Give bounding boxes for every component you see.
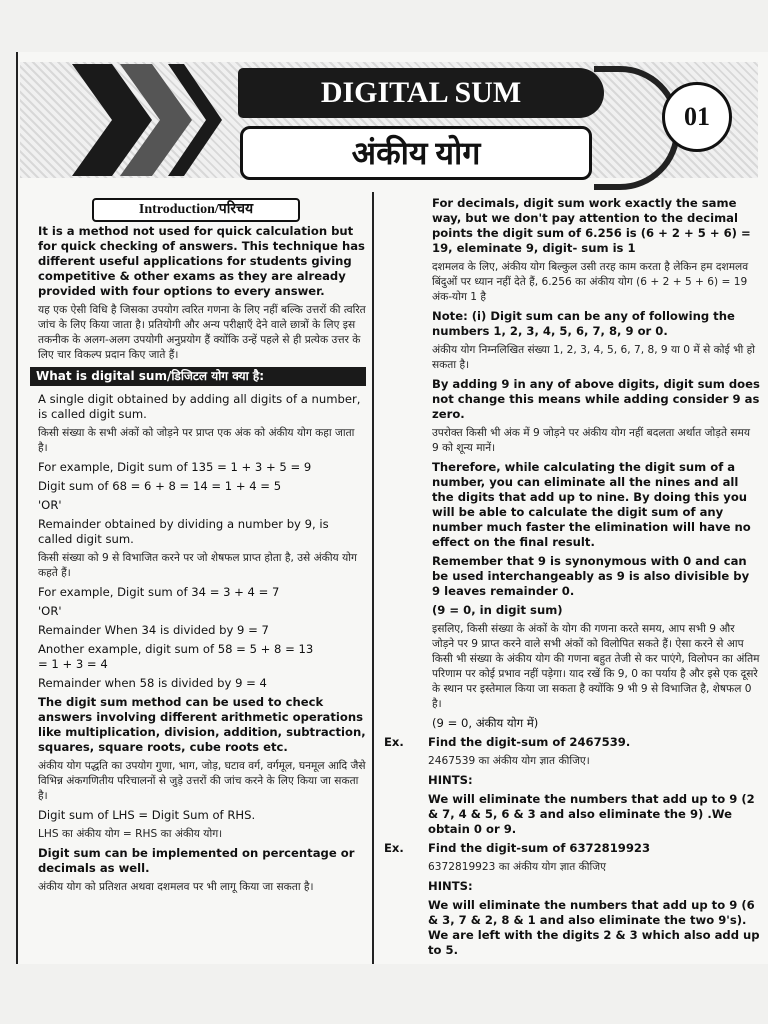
example-line: Remainder when 58 is divided by 9 = 4 — [38, 676, 267, 690]
example-question: Find the digit-sum of 6372819923 — [428, 841, 651, 855]
percentage-note-hindi: अंकीय योग को प्रतिशत अथवा दशमलव पर भी लागू किया जा सकता है। — [38, 881, 314, 893]
lhs-rhs-rule-hindi: LHS का अंकीय योग = RHS का अंकीय योग। — [38, 828, 223, 840]
left-column — [38, 224, 366, 899]
hint-text: We will eliminate the numbers that add up to 9 (2 & 7, 4 & 5, 6 & 3 and also eliminate the 9) .We obtain 0 or 9. — [428, 792, 755, 836]
example-2 — [384, 841, 760, 958]
chapter-subtitle: अंकीय योग — [240, 126, 592, 180]
therefore-paragraph: Therefore, while calculating the digit sum of a number, you can eliminate all the nines and all the digits that add up to nine. By doing this you will be able to calculate the digit sum of any number much faster the elimination will have no effect on the final result. — [432, 460, 751, 549]
example-line: = 1 + 3 = 4 — [38, 657, 108, 671]
lhs-rhs-rule: Digit sum of LHS = Digit Sum of RHS. — [38, 808, 256, 822]
intro-paragraph-hindi: यह एक ऐसी विधि है जिसका उपयोग त्वरित गणना के लिए नहीं बल्कि उत्तरों की त्वरित जांच के लिए किया जाता है। प्रतियोगी और अन्य परीक्षाएँ देने वाले छात्रों के लिए इस तकनीक के अलग-अलग उपयोगी अनुप्रयोग हैं क्योंकि उन्हें पहले से ही प्रत्येक उत्तर के लिए चार विकल्प प्रदान किए जाते हैं। — [38, 304, 366, 361]
or-label: 'OR' — [38, 498, 62, 512]
example-line: For example, Digit sum of 135 = 1 + 3 + 5 = 9 — [38, 460, 312, 474]
chapter-number-badge: 01 — [662, 82, 732, 152]
percentage-note: Digit sum can be implemented on percentage or decimals as well. — [38, 846, 355, 875]
example-question-hindi: 6372819923 का अंकीय योग ज्ञात कीजिए — [428, 861, 607, 873]
or-label: 'OR' — [38, 604, 62, 618]
chapter-title: DIGITAL SUM — [238, 68, 604, 118]
example-label: Ex. — [384, 841, 404, 855]
example-line: Another example, digit sum of 58 = 5 + 8 = 13 — [38, 642, 314, 656]
example-question: Find the digit-sum of 2467539. — [428, 735, 631, 749]
example-1 — [384, 735, 760, 837]
hints-label: HINTS: — [428, 879, 473, 893]
remainder-definition: Remainder obtained by dividing a number by 9, is called digit sum. — [38, 517, 329, 546]
chevron-arrows-icon — [72, 64, 222, 176]
intro-paragraph: It is a method not used for quick calculation but for quick checking of answers. This technique has different useful applications for students giving competitive & other exams as they are already provided with four options to every answer. — [38, 224, 365, 298]
method-paragraph-hindi: अंकीय योग पद्धति का उपयोग गुणा, भाग, जोड़, घटाव वर्ग, वर्गमूल, घनमूल आदि जैसे विभिन्न अंकगणितीय परिचालनों से जुड़े उत्तरों की जांच करने के लिए किया जा सकता है। — [38, 760, 366, 802]
example-line: Remainder When 34 is divided by 9 = 7 — [38, 623, 269, 637]
example-line: For example, Digit sum of 34 = 3 + 4 = 7 — [38, 585, 280, 599]
intro-heading: Introduction/परिचय — [92, 198, 300, 222]
note-text: Note: (i) Digit sum can be any of following the numbers 1, 2, 3, 4, 5, 6, 7, 8, 9 or 0. — [432, 309, 735, 338]
add-nine-paragraph: By adding 9 in any of above digits, digit sum does not change this means while adding consider 9 as zero. — [432, 377, 760, 421]
example-line: Digit sum of 68 = 6 + 8 = 14 = 1 + 4 = 5 — [38, 479, 282, 493]
hints-label: HINTS: — [428, 773, 473, 787]
example-question-hindi: 2467539 का अंकीय योग ज्ञात कीजिए। — [428, 755, 590, 767]
remainder-definition-hindi: किसी संख्या को 9 से विभाजित करने पर जो शेषफल प्राप्त होता है, उसे अंकीय योग कहते हैं। — [38, 552, 357, 579]
right-column — [384, 196, 760, 962]
section-heading: What is digital sum/डिजिटल योग क्या है: — [30, 367, 366, 386]
add-nine-hindi: उपरोक्त किसी भी अंक में 9 जोड़ने पर अंकीय योग नहीं बदलता अर्थात जोड़ते समय 9 को शून्य मानें। — [432, 427, 750, 454]
remember-paragraph: Remember that 9 is synonymous with 0 and can be used interchangeably as 9 is also divisible by 9 leaves remainder 0. — [432, 554, 750, 598]
nine-equals-zero: (9 = 0, in digit sum) — [432, 603, 563, 617]
decimal-paragraph: For decimals, digit sum work exactly the same way, but we don't pay attention to the decimal points the digit sum of 6.256 is (6 + 2 + 5 + 6) = 19, eleminate 9, digit- sum is 1 — [432, 196, 751, 255]
method-paragraph: The digit sum method can be used to check answers involving different arithmetic operations like multiplication, division, addition, subtraction, squares, square roots, cube roots etc. — [38, 695, 366, 754]
definition-text: A single digit obtained by adding all digits of a number, is called digit sum. — [38, 392, 361, 421]
hint-text: We will eliminate the numbers that add up to 9 (6 & 3, 7 & 2, 8 & 1 and also eliminate the two 9's). We are left with the digits 2 & 3 which also add up to 5. — [428, 898, 760, 957]
nine-equals-zero-hindi: (9 = 0, अंकीय योग में) — [432, 716, 539, 730]
note-hindi: अंकीय योग निम्नलिखित संख्या 1, 2, 3, 4, 5, 6, 7, 8, 9 या 0 में से कोई भी हो सकता है। — [432, 344, 756, 371]
therefore-hindi: इसलिए, किसी संख्या के अंकों के योग की गणना करते समय, आप सभी 9 और जोड़ने पर 9 प्राप्त करने वाले सभी अंकों को विलोपित सकते हैं। ऐसा करने से आप किसी भी संख्या के अंकीय योग की गणना बहुत तेजी से कर पाएंगे, विलोपन का अंतिम परिणाम पर कोई प्रभाव नहीं पड़ेगा। याद रखें कि 9, 0 का पर्याय है और इसे एक दूसरे के स्थान पर इस्तेमाल किया जा सकता है क्योंकि 9 भी 9 से विभाजित है, शेषफल 0 है। — [432, 623, 760, 710]
definition-hindi: किसी संख्या के सभी अंकों को जोड़ने पर प्राप्त एक अंक को अंकीय योग कहा जाता है। — [38, 427, 355, 454]
example-label: Ex. — [384, 735, 404, 749]
column-divider — [372, 192, 374, 964]
decimal-paragraph-hindi: दशमलव के लिए, अंकीय योग बिल्कुल उसी तरह काम करता है लेकिन हम दशमलव बिंदुओं पर ध्यान नहीं देते हैं, 6.256 का अंकीय योग (6 + 2 + 5 + 6) = 19 अंक-योग 1 है — [432, 261, 749, 303]
